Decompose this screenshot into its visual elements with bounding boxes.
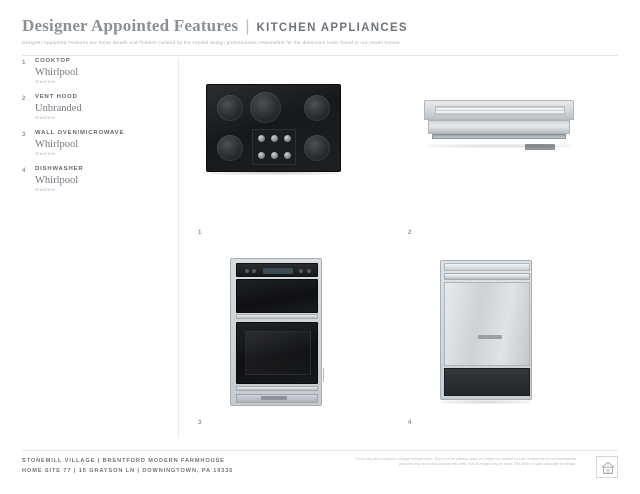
hood-bottom-lip [432, 134, 566, 139]
legend-item-category: DISHWASHER [35, 166, 84, 173]
oven-handle [236, 386, 318, 391]
oven-door [236, 322, 318, 384]
house-logo-icon [596, 456, 618, 478]
legend-item-brand: Whirlpool [35, 139, 79, 151]
legend-item-number: 4 [22, 168, 26, 175]
knob-icon [284, 135, 291, 142]
footer-disclaimer: Prices and offers subject to change without notice. This is not an offering based on uniform or contract for sale. Images are for representational purposes only and actual product may differ. Not all images may be exact. See seller or sales associate for details. [355, 457, 576, 467]
page-description: Designer Appointed Features are home details and finishes curated by the Crystal design professionals responsible for the distinctive looks found in our model homes. [22, 40, 402, 45]
product-shadow [210, 171, 338, 175]
header-divider [22, 55, 618, 56]
legend-item-body [35, 58, 170, 84]
cooktop-surface [206, 84, 341, 172]
product-number-label: 2 [408, 230, 412, 236]
legend-item-brand: Unbranded [35, 103, 82, 115]
hood-lower-shell [428, 120, 570, 134]
legend-item-number: 1 [22, 60, 26, 66]
hood-upper-shell [424, 100, 574, 120]
legend-item-body [35, 94, 170, 120]
product-image-dishwasher [402, 252, 602, 410]
page-subtitle-category: KITCHEN APPLIANCES [256, 22, 408, 34]
burner-icon [217, 135, 243, 161]
oven-control-panel [236, 263, 318, 277]
product-cell-dishwasher [402, 252, 602, 424]
knob-icon [258, 135, 265, 142]
burner-icon [217, 95, 243, 121]
oven-window [245, 331, 311, 375]
oven-button-icon [245, 269, 249, 273]
product-image-grid [186, 62, 618, 442]
footer-divider [22, 450, 618, 451]
product-cell-vent-hood [402, 62, 602, 234]
legend-item-category: COOKTOP [35, 58, 71, 64]
dishwasher-door [444, 282, 530, 366]
product-number-label: 3 [198, 420, 202, 426]
microwave-door [236, 279, 318, 313]
product-image-wall-oven-microwave [192, 252, 392, 410]
product-cell-cooktop [192, 62, 392, 234]
feature-legend-list [22, 58, 170, 202]
oven-display [263, 268, 293, 274]
legend-item-body [35, 166, 170, 192]
brand-logo [261, 396, 287, 400]
burner-icon [304, 95, 330, 121]
product-shadow [442, 400, 530, 404]
list-item [22, 58, 170, 84]
wall-oven-body [230, 258, 322, 406]
list-item [22, 166, 170, 192]
hood-vent-grille [435, 106, 565, 115]
footer-address-block [22, 458, 233, 474]
dishwasher-body [440, 260, 532, 400]
legend-item-body [35, 130, 170, 156]
brand-logo [478, 335, 502, 339]
title-divider: | [245, 18, 250, 35]
dishwasher-handle [444, 273, 530, 280]
legend-item-number: 3 [22, 132, 26, 139]
product-number-label: 4 [408, 420, 412, 426]
title-row [22, 16, 618, 36]
product-image-vent-hood [402, 62, 602, 220]
knob-icon [271, 152, 278, 159]
product-image-cooktop [192, 62, 392, 220]
cooktop-control-pad [252, 129, 296, 165]
legend-item-brand: Whirlpool [35, 175, 79, 187]
dishwasher-top-edge [444, 263, 530, 271]
vent-hood-body [424, 100, 574, 144]
page-title: Designer Appointed Features [22, 16, 239, 35]
knob-icon [271, 135, 278, 142]
oven-button-icon [307, 269, 311, 273]
legend-item-finish: Stainless [35, 79, 56, 85]
microwave-handle [236, 314, 318, 319]
page-header [0, 0, 640, 56]
list-item [22, 130, 170, 156]
footer-community-line: STONEMILL VILLAGE | BRENTFORD MODERN FARMHOUSE [22, 458, 225, 464]
oven-button-icon [252, 269, 256, 273]
header-inner [0, 0, 640, 45]
column-divider [178, 58, 179, 438]
legend-item-category: VENT HOOD [35, 94, 78, 101]
legend-item-finish: Stainless [35, 187, 56, 193]
product-shadow [428, 144, 570, 148]
dishwasher-kick-plate [444, 368, 530, 396]
legend-item-brand: Whirlpool [35, 67, 79, 78]
legend-item-number: 2 [22, 96, 26, 103]
oven-button-icon [299, 269, 303, 273]
knob-icon [258, 152, 265, 159]
legend-item-finish: Stainless [35, 115, 56, 121]
footer-address-line: HOME SITE 77 | 15 GRAYSON LN | DOWNINGTOWN, PA 19335 [22, 468, 234, 474]
product-cell-wall-oven-microwave [192, 252, 392, 424]
burner-icon [304, 135, 330, 161]
legend-item-finish: Stainless [35, 151, 56, 157]
knob-icon [284, 152, 291, 159]
product-number-label: 1 [198, 230, 202, 236]
legend-item-category: WALL OVEN/MICROWAVE [35, 130, 125, 137]
dimension-tick [323, 368, 324, 382]
list-item [22, 94, 170, 120]
burner-icon [250, 92, 281, 123]
